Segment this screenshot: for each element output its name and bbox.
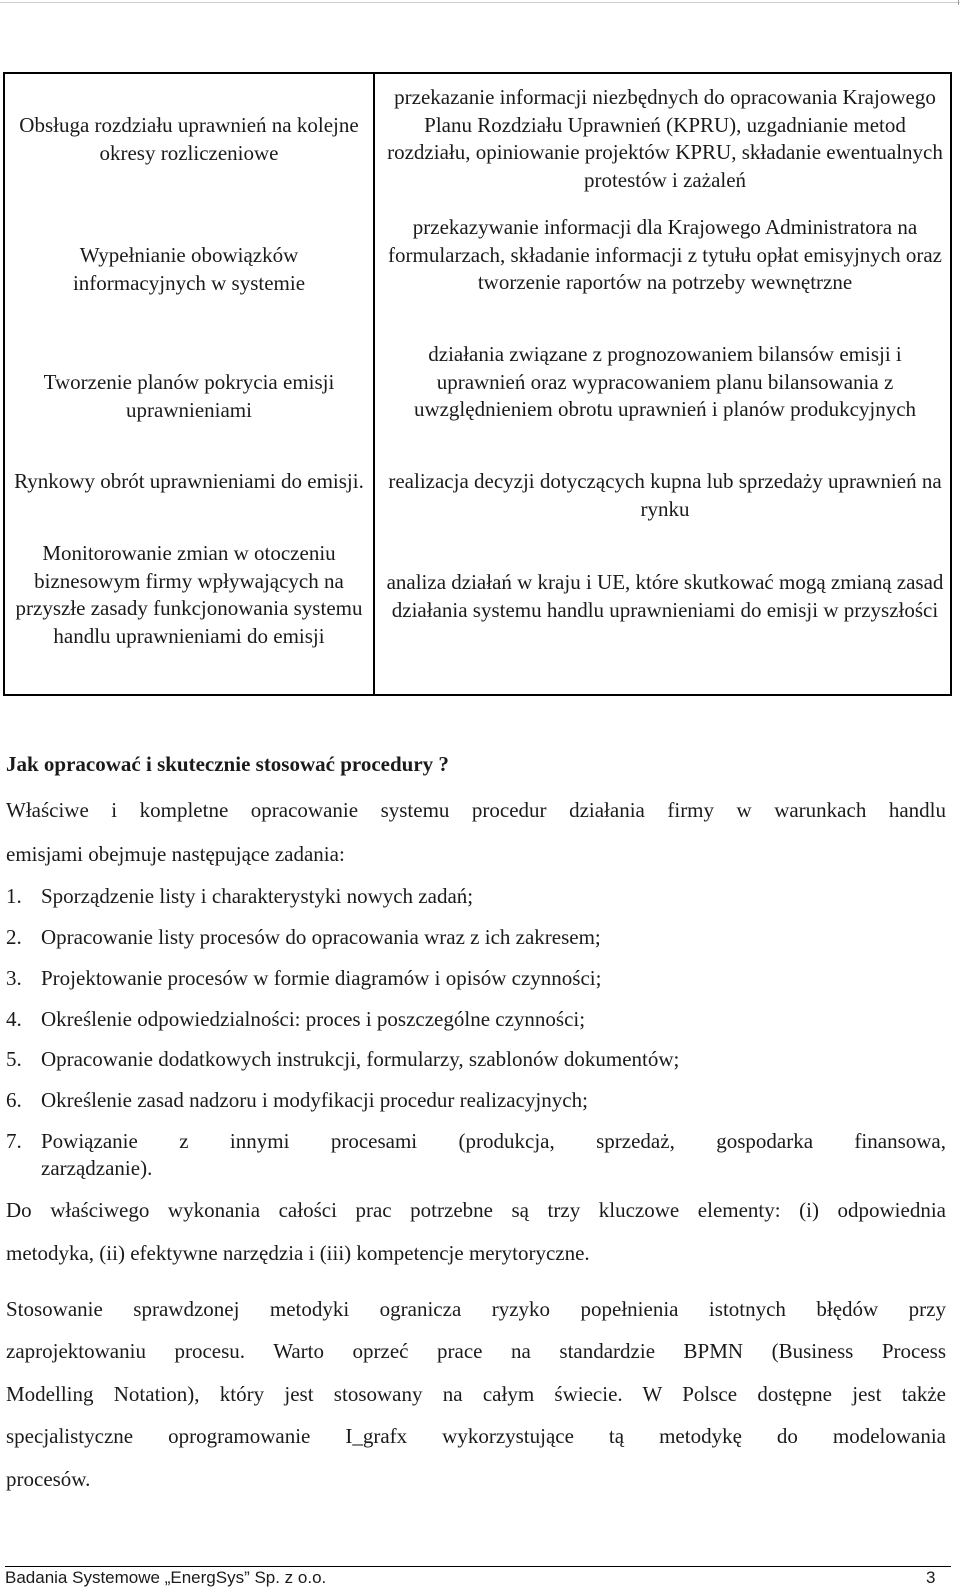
table-row-4-activities: realizacja decyzji dotyczących kupna lub sprzedaży uprawnień na rynku (388, 469, 942, 521)
list-item-number: 3. (6, 966, 22, 990)
table-row-2-activities: przekazywanie informacji dla Krajowego Administratora na formularzach, składanie informacji z tytułu opłat emisyjnych oraz tworzenie raportów na potrzeby wewnętrzne (388, 215, 942, 294)
para-bpmn-line-5: procesów. (6, 1467, 91, 1491)
table-row-3-activities: działania związane z prognozowaniem bilansów emisji i uprawnień oraz wypracowaniem planu bilansowania z uwzględnieniem obrotu uprawnień i planów produkcyjnych (413, 342, 917, 421)
tasks-table (3, 72, 952, 696)
table-row-1-activities: przekazanie informacji niezbędnych do opracowania Krajowego Planu Rozdziału Uprawnień (KPRU), uzgadnianie metod rozdziału, opiniowanie projektów KPRU, składanie ewentualnych protestów i zażaleń (387, 85, 943, 192)
list-item-text: Określenie zasad nadzoru i modyfikacji procedur realizacyjnych; (41, 1088, 588, 1112)
footer-rule (5, 1566, 951, 1567)
para-bpmn-line-2: zaprojektowaniu procesu. Warto oprzeć prace na standardzie BPMN (Business Process (6, 1339, 946, 1363)
table-row-1-area: Obsługa rozdziału uprawnień na kolejne okresy rozliczeniowe (19, 113, 359, 165)
list-item-text: Opracowanie listy procesów do opracowania wraz z ich zakresem; (41, 925, 601, 949)
table-row-2-area: Wypełnianie obowiązków informacyjnych w systemie (72, 243, 306, 295)
list-item-number: 1. (6, 884, 22, 908)
para-bpmn-line-1: Stosowanie sprawdzonej metodyki ogranicza ryzyko popełnienia istotnych błędów przy (6, 1297, 946, 1321)
table-row-3-area: Tworzenie planów pokrycia emisji uprawnieniami (43, 370, 335, 422)
para-bpmn-line-4: specjalistyczne oprogramowanie I_grafx wykorzystujące tą metodykę do modelowania (6, 1424, 946, 1448)
para-tools-line-2: metodyka, (ii) efektywne narzędzia i (iii) kompetencje merytoryczne. (6, 1241, 590, 1265)
list-item-text: Określenie odpowiedzialności: proces i poszczególne czynności; (41, 1007, 586, 1031)
top-rule (0, 2, 960, 3)
list-item-text: Projektowanie procesów w formie diagramów i opisów czynności; (41, 966, 602, 990)
list-item-text: Sporządzenie listy i charakterystyki nowych zadań; (41, 884, 474, 908)
table-column-divider (373, 74, 375, 694)
list-item-text: Powiązanie z innymi procesami (produkcja, sprzedaż, gospodarka finansowa, (41, 1129, 946, 1153)
list-item-number: 7. (6, 1129, 22, 1153)
section-heading: Jak opracować i skutecznie stosować procedury ? (6, 752, 449, 776)
list-item-text: zarządzanie). (41, 1156, 153, 1180)
list-item-number: 5. (6, 1047, 22, 1071)
list-item-number: 6. (6, 1088, 22, 1112)
para-tools-line-1: Do właściwego wykonania całości prac potrzebne są trzy kluczowe elementy: (i) odpowiednia (6, 1198, 946, 1222)
table-row-5-area: Monitorowanie zmian w otoczeniu biznesowym firmy wpływających na przyszłe zasady funkcjonowania systemu handlu uprawnieniami do emisji (15, 541, 363, 648)
list-item-number: 4. (6, 1007, 22, 1031)
footer-page-number: 3 (926, 1568, 936, 1587)
intro-line-2: emisjami obejmuje następujące zadania: (6, 842, 345, 866)
list-item-number: 2. (6, 925, 22, 949)
footer-company: Badania Systemowe „EnergSys” Sp. z o.o. (5, 1568, 327, 1587)
top-rule-cap (958, 0, 959, 5)
para-bpmn-line-3: Modelling Notation), który jest stosowany na całym świecie. W Polsce dostępne jest także (6, 1382, 946, 1406)
table-row-5-activities: analiza działań w kraju i UE, które skutkować mogą zmianą zasad działania systemu handlu uprawnieniami do emisji w przyszłości (386, 570, 944, 622)
table-row-4-area: Rynkowy obrót uprawnieniami do emisji. (14, 469, 364, 493)
list-item-text: Opracowanie dodatkowych instrukcji, formularzy, szablonów dokumentów; (41, 1047, 680, 1071)
intro-line-1: Właściwe i kompletne opracowanie systemu procedur działania firmy w warunkach handlu (6, 798, 946, 822)
